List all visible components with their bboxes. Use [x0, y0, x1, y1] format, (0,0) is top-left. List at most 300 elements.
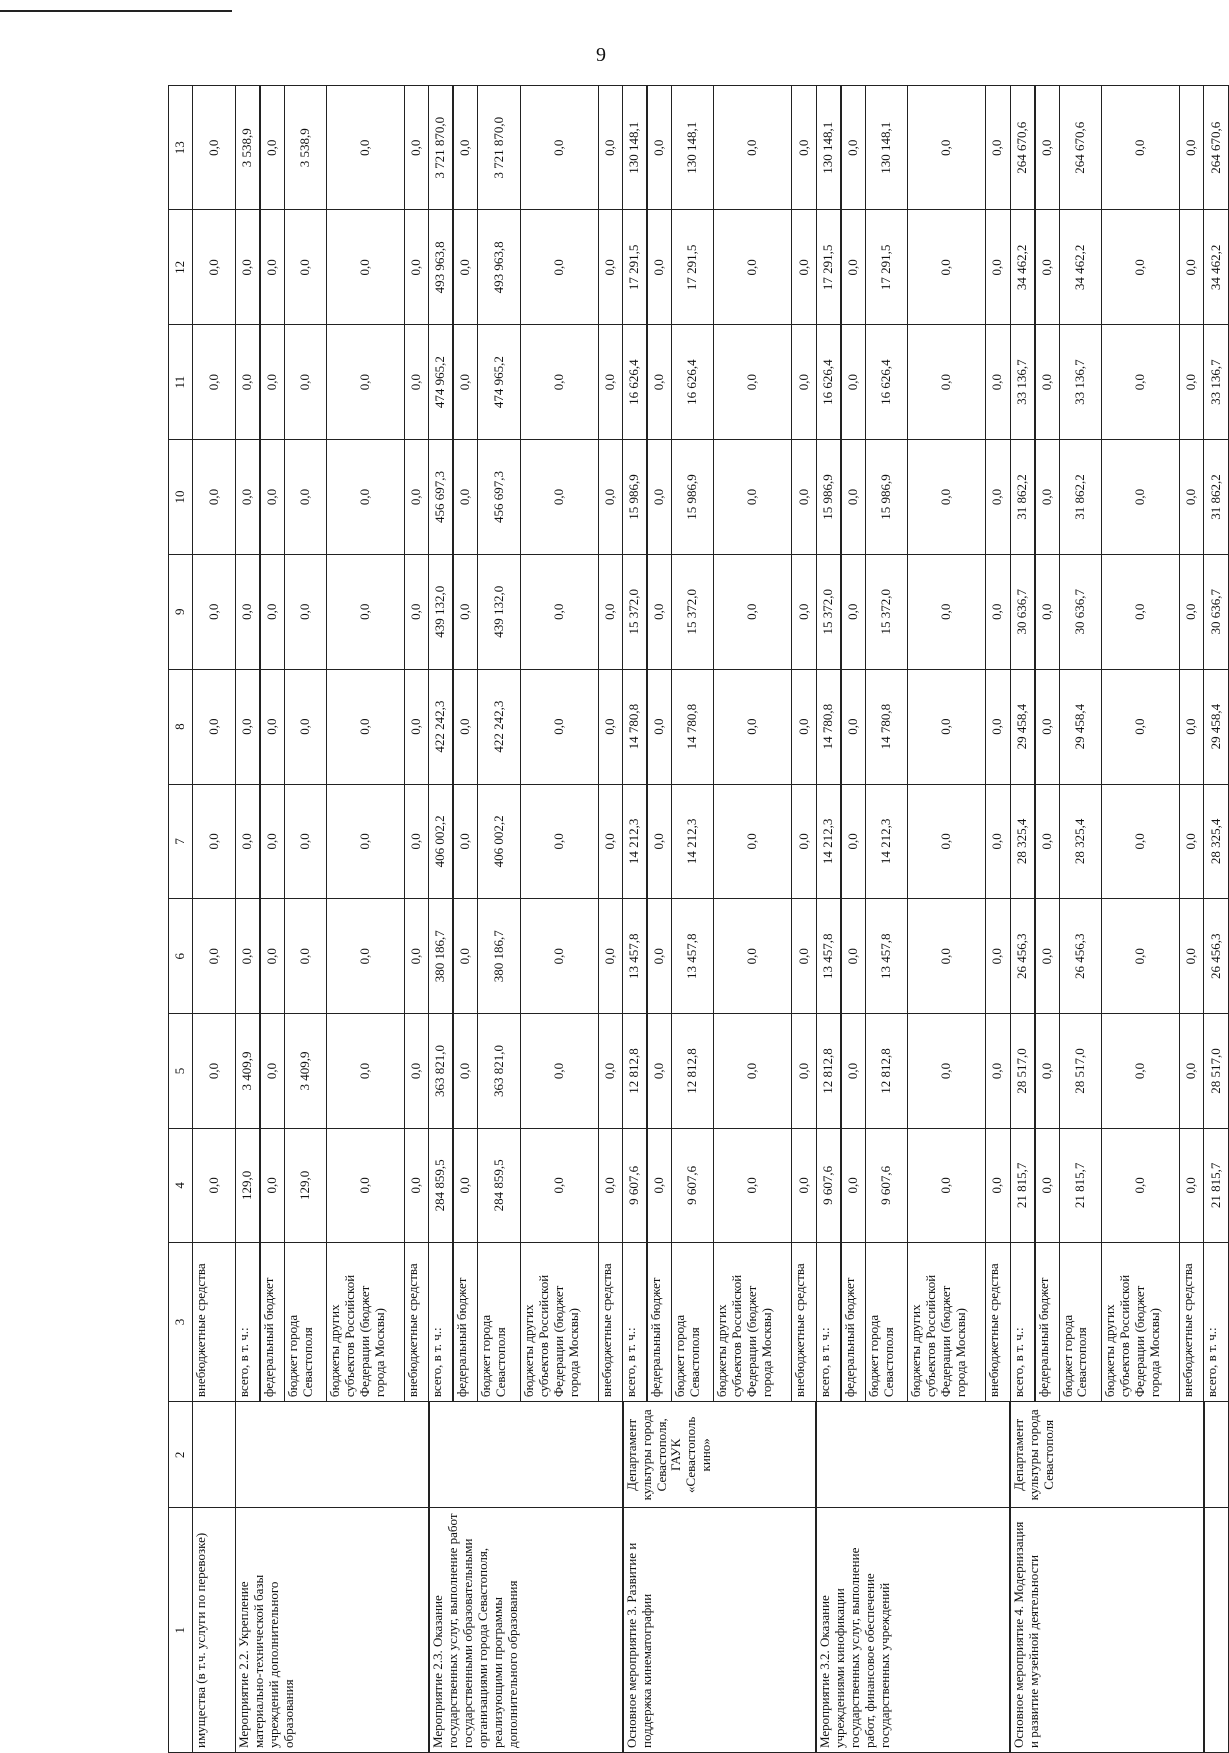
value-cell: 0,0: [792, 325, 816, 440]
value-cell: 129,0: [284, 1128, 326, 1242]
source-cell: федеральный бюджет: [260, 1242, 284, 1401]
value-cell: 29 458,4: [1059, 669, 1101, 784]
value-cell: 0,0: [453, 669, 477, 784]
value-cell: 0,0: [453, 86, 477, 210]
value-cell: 28 325,4: [1059, 784, 1101, 899]
value-cell: 0,0: [1101, 554, 1179, 669]
source-cell: бюджет города Севастополя: [1059, 1242, 1101, 1401]
value-cell: 0,0: [193, 1014, 235, 1129]
value-cell: 0,0: [453, 1128, 477, 1242]
value-cell: 284 859,5: [478, 1128, 520, 1242]
value-cell: 0,0: [520, 784, 598, 899]
value-cell: 0,0: [404, 899, 428, 1014]
page-number: 9: [596, 44, 606, 66]
table-row: [235, 86, 259, 1753]
value-cell: 16 626,4: [672, 325, 714, 440]
value-cell: 30 636,7: [1059, 554, 1101, 669]
value-cell: 0,0: [404, 1014, 428, 1129]
value-cell: 380 186,7: [478, 899, 520, 1014]
value-cell: 0,0: [453, 784, 477, 899]
value-cell: 363 821,0: [429, 1014, 453, 1129]
table-row: [193, 86, 235, 1753]
value-cell: 3 538,9: [284, 86, 326, 210]
executor-cell: Департамент культуры города Севастополя, ГАУК «Севастополь кино»: [623, 1402, 817, 1508]
source-cell: всего, в т. ч.:: [816, 1242, 840, 1401]
value-cell: 31 862,2: [1059, 440, 1101, 555]
value-cell: 0,0: [1101, 669, 1179, 784]
value-cell: 17 291,5: [816, 210, 840, 325]
value-cell: 0,0: [908, 1014, 986, 1129]
value-cell: 0,0: [1179, 899, 1203, 1014]
value-cell: 0,0: [520, 1014, 598, 1129]
value-cell: 0,0: [908, 1128, 986, 1242]
value-cell: 26 456,3: [1059, 899, 1101, 1014]
column-header: 1: [169, 1508, 193, 1753]
table-row: [429, 86, 453, 1753]
source-cell: бюджеты других субъектов Российской Федерации (бюджет города Москвы): [1101, 1242, 1179, 1401]
value-cell: 12 812,8: [623, 1014, 647, 1129]
value-cell: 29 458,4: [1204, 669, 1229, 784]
value-cell: 264 670,6: [1204, 86, 1229, 210]
value-cell: 16 626,4: [816, 325, 840, 440]
value-cell: 0,0: [986, 325, 1010, 440]
value-cell: 0,0: [520, 669, 598, 784]
value-cell: 0,0: [193, 325, 235, 440]
source-cell: федеральный бюджет: [1035, 1242, 1059, 1401]
value-cell: 9 607,6: [816, 1128, 840, 1242]
value-cell: 29 458,4: [1010, 669, 1034, 784]
column-header: 8: [169, 669, 193, 784]
value-cell: 9 607,6: [623, 1128, 647, 1242]
value-cell: 0,0: [908, 325, 986, 440]
value-cell: 0,0: [647, 325, 671, 440]
value-cell: 14 780,8: [672, 669, 714, 784]
value-cell: 12 812,8: [672, 1014, 714, 1129]
value-cell: 30 636,7: [1204, 554, 1229, 669]
executor-cell: Департамент культуры города Севастополя: [1010, 1402, 1204, 1508]
value-cell: 0,0: [235, 784, 259, 899]
value-cell: 0,0: [908, 554, 986, 669]
value-cell: 0,0: [327, 899, 405, 1014]
value-cell: 14 212,3: [623, 784, 647, 899]
value-cell: 0,0: [714, 784, 792, 899]
value-cell: 0,0: [404, 325, 428, 440]
value-cell: 3 721 870,0: [429, 86, 453, 210]
value-cell: 16 626,4: [623, 325, 647, 440]
column-header: 5: [169, 1014, 193, 1129]
value-cell: 0,0: [453, 325, 477, 440]
value-cell: 0,0: [1101, 86, 1179, 210]
value-cell: 0,0: [193, 554, 235, 669]
value-cell: 0,0: [284, 784, 326, 899]
value-cell: 0,0: [520, 1128, 598, 1242]
value-cell: 0,0: [841, 86, 865, 210]
value-cell: 0,0: [1179, 440, 1203, 555]
source-cell: бюджет города Севастополя: [478, 1242, 520, 1401]
value-cell: 0,0: [841, 440, 865, 555]
value-cell: 0,0: [453, 210, 477, 325]
value-cell: 0,0: [327, 784, 405, 899]
value-cell: 0,0: [193, 899, 235, 1014]
value-cell: 0,0: [841, 325, 865, 440]
value-cell: 33 136,7: [1010, 325, 1034, 440]
source-cell: бюджеты других субъектов Российской Федерации (бюджет города Москвы): [520, 1242, 598, 1401]
value-cell: 0,0: [1035, 784, 1059, 899]
column-header: 11: [169, 325, 193, 440]
source-cell: внебюджетные средства: [1179, 1242, 1203, 1401]
value-cell: 12 812,8: [865, 1014, 907, 1129]
value-cell: 0,0: [260, 1014, 284, 1129]
event-cell: Мероприятие 2.2. Укрепление материально-технической базы учреждений дополнительного образования: [235, 1508, 429, 1753]
value-cell: 0,0: [260, 899, 284, 1014]
value-cell: 0,0: [714, 86, 792, 210]
value-cell: 0,0: [453, 554, 477, 669]
value-cell: 12 812,8: [816, 1014, 840, 1129]
executor-cell: [193, 1402, 235, 1508]
value-cell: 0,0: [841, 899, 865, 1014]
value-cell: 0,0: [792, 1128, 816, 1242]
source-cell: внебюджетные средства: [986, 1242, 1010, 1401]
value-cell: 0,0: [235, 669, 259, 784]
value-cell: 0,0: [260, 210, 284, 325]
table-row: [816, 86, 840, 1753]
value-cell: 0,0: [1179, 86, 1203, 210]
value-cell: 15 372,0: [623, 554, 647, 669]
value-cell: 17 291,5: [623, 210, 647, 325]
value-cell: 0,0: [284, 554, 326, 669]
value-cell: 0,0: [908, 784, 986, 899]
value-cell: 0,0: [986, 554, 1010, 669]
column-header: 6: [169, 899, 193, 1014]
value-cell: 3 538,9: [235, 86, 259, 210]
value-cell: 0,0: [193, 210, 235, 325]
source-cell: внебюджетные средства: [404, 1242, 428, 1401]
value-cell: 26 456,3: [1010, 899, 1034, 1014]
executor-cell: [1204, 1402, 1229, 1508]
value-cell: 13 457,8: [672, 899, 714, 1014]
value-cell: 0,0: [1179, 325, 1203, 440]
column-header: 4: [169, 1128, 193, 1242]
value-cell: 0,0: [520, 554, 598, 669]
value-cell: 130 148,1: [865, 86, 907, 210]
value-cell: 28 517,0: [1059, 1014, 1101, 1129]
value-cell: 15 986,9: [816, 440, 840, 555]
value-cell: 0,0: [520, 210, 598, 325]
value-cell: 0,0: [1035, 86, 1059, 210]
value-cell: 0,0: [986, 1014, 1010, 1129]
value-cell: 0,0: [327, 1128, 405, 1242]
event-cell: [1204, 1508, 1229, 1753]
value-cell: 0,0: [520, 899, 598, 1014]
value-cell: 0,0: [986, 784, 1010, 899]
event-cell: Мероприятие 3.2. Оказание учреждениями кинофикации государственных услуг, выполнение работ, финансовое обеспечение государственных учреждений: [816, 1508, 1010, 1753]
value-cell: 28 517,0: [1010, 1014, 1034, 1129]
value-cell: 30 636,7: [1010, 554, 1034, 669]
executor-cell: [429, 1402, 623, 1508]
value-cell: 0,0: [235, 899, 259, 1014]
value-cell: 0,0: [327, 554, 405, 669]
table-row: [1010, 86, 1034, 1753]
source-cell: всего, в т. ч.:: [1010, 1242, 1034, 1401]
value-cell: 0,0: [792, 440, 816, 555]
value-cell: 0,0: [1101, 784, 1179, 899]
value-cell: 0,0: [792, 1014, 816, 1129]
source-cell: внебюджетные средства: [598, 1242, 622, 1401]
value-cell: 0,0: [647, 784, 671, 899]
value-cell: 0,0: [327, 669, 405, 784]
value-cell: 0,0: [453, 440, 477, 555]
value-cell: 0,0: [404, 669, 428, 784]
value-cell: 0,0: [986, 440, 1010, 555]
value-cell: 0,0: [841, 554, 865, 669]
value-cell: 406 002,2: [478, 784, 520, 899]
value-cell: 0,0: [714, 440, 792, 555]
value-cell: 33 136,7: [1059, 325, 1101, 440]
value-cell: 0,0: [986, 669, 1010, 784]
value-cell: 14 212,3: [672, 784, 714, 899]
value-cell: 0,0: [986, 210, 1010, 325]
value-cell: 0,0: [841, 1128, 865, 1242]
value-cell: 17 291,5: [865, 210, 907, 325]
value-cell: 0,0: [327, 440, 405, 555]
value-cell: 0,0: [1101, 899, 1179, 1014]
source-cell: бюджеты других субъектов Российской Федерации (бюджет города Москвы): [714, 1242, 792, 1401]
value-cell: 0,0: [714, 210, 792, 325]
value-cell: 21 815,7: [1204, 1128, 1229, 1242]
value-cell: 0,0: [792, 669, 816, 784]
value-cell: 0,0: [714, 669, 792, 784]
value-cell: 0,0: [647, 1128, 671, 1242]
value-cell: 0,0: [404, 1128, 428, 1242]
value-cell: 0,0: [598, 210, 622, 325]
value-cell: 0,0: [598, 325, 622, 440]
value-cell: 17 291,5: [672, 210, 714, 325]
value-cell: 33 136,7: [1204, 325, 1229, 440]
value-cell: 0,0: [1035, 325, 1059, 440]
value-cell: 0,0: [986, 86, 1010, 210]
rotated-table-container: [168, 85, 1229, 1753]
value-cell: 0,0: [327, 210, 405, 325]
value-cell: 0,0: [284, 669, 326, 784]
value-cell: 0,0: [404, 554, 428, 669]
column-header: 13: [169, 86, 193, 210]
value-cell: 0,0: [193, 784, 235, 899]
value-cell: 363 821,0: [478, 1014, 520, 1129]
value-cell: 0,0: [647, 440, 671, 555]
value-cell: 34 462,2: [1010, 210, 1034, 325]
value-cell: 0,0: [598, 784, 622, 899]
value-cell: 0,0: [327, 86, 405, 210]
column-header: 9: [169, 554, 193, 669]
value-cell: 34 462,2: [1059, 210, 1101, 325]
value-cell: 0,0: [404, 440, 428, 555]
value-cell: 0,0: [792, 899, 816, 1014]
header-rule: [0, 10, 232, 12]
value-cell: 15 372,0: [816, 554, 840, 669]
value-cell: 0,0: [520, 325, 598, 440]
value-cell: 0,0: [598, 554, 622, 669]
value-cell: 0,0: [647, 210, 671, 325]
event-cell: Основное мероприятие 4. Модернизация и развитие музейной деятельности: [1010, 1508, 1204, 1753]
value-cell: 0,0: [1101, 210, 1179, 325]
source-cell: федеральный бюджет: [841, 1242, 865, 1401]
value-cell: 0,0: [598, 86, 622, 210]
value-cell: 21 815,7: [1059, 1128, 1101, 1242]
source-cell: федеральный бюджет: [453, 1242, 477, 1401]
value-cell: 0,0: [1101, 440, 1179, 555]
value-cell: 0,0: [792, 554, 816, 669]
source-cell: внебюджетные средства: [792, 1242, 816, 1401]
value-cell: 0,0: [260, 325, 284, 440]
value-cell: 0,0: [453, 1014, 477, 1129]
value-cell: 0,0: [792, 784, 816, 899]
source-cell: всего, в т. ч.:: [235, 1242, 259, 1401]
value-cell: 0,0: [908, 210, 986, 325]
value-cell: 31 862,2: [1010, 440, 1034, 555]
value-cell: 0,0: [284, 440, 326, 555]
value-cell: 0,0: [598, 669, 622, 784]
value-cell: 28 517,0: [1204, 1014, 1229, 1129]
value-cell: 28 325,4: [1204, 784, 1229, 899]
value-cell: 0,0: [647, 1014, 671, 1129]
value-cell: 31 862,2: [1204, 440, 1229, 555]
value-cell: 0,0: [327, 1014, 405, 1129]
value-cell: 9 607,6: [865, 1128, 907, 1242]
value-cell: 0,0: [520, 86, 598, 210]
value-cell: 0,0: [260, 554, 284, 669]
value-cell: 130 148,1: [816, 86, 840, 210]
value-cell: 0,0: [235, 210, 259, 325]
value-cell: 16 626,4: [865, 325, 907, 440]
value-cell: 0,0: [1035, 210, 1059, 325]
value-cell: 0,0: [284, 210, 326, 325]
value-cell: 3 721 870,0: [478, 86, 520, 210]
value-cell: 0,0: [1101, 325, 1179, 440]
value-cell: 0,0: [714, 899, 792, 1014]
table-row: [623, 86, 647, 1753]
value-cell: 0,0: [193, 86, 235, 210]
value-cell: 0,0: [908, 669, 986, 784]
value-cell: 0,0: [1179, 669, 1203, 784]
value-cell: 9 607,6: [672, 1128, 714, 1242]
value-cell: 0,0: [1179, 784, 1203, 899]
value-cell: 0,0: [1179, 210, 1203, 325]
value-cell: 0,0: [193, 1128, 235, 1242]
value-cell: 0,0: [1035, 554, 1059, 669]
value-cell: 456 697,3: [429, 440, 453, 555]
value-cell: 0,0: [792, 210, 816, 325]
event-cell: имущества (в т.ч. услуги по перевозке): [193, 1508, 235, 1753]
value-cell: 14 780,8: [623, 669, 647, 784]
value-cell: 0,0: [404, 210, 428, 325]
value-cell: 0,0: [986, 899, 1010, 1014]
value-cell: 0,0: [404, 784, 428, 899]
value-cell: 0,0: [647, 899, 671, 1014]
value-cell: 0,0: [908, 440, 986, 555]
value-cell: 0,0: [1035, 1128, 1059, 1242]
value-cell: 0,0: [260, 669, 284, 784]
value-cell: 0,0: [193, 669, 235, 784]
value-cell: 14 780,8: [816, 669, 840, 784]
value-cell: 0,0: [647, 86, 671, 210]
value-cell: 422 242,3: [429, 669, 453, 784]
value-cell: 264 670,6: [1059, 86, 1101, 210]
funding-table: [168, 85, 1229, 1753]
value-cell: 0,0: [647, 554, 671, 669]
value-cell: 0,0: [260, 1128, 284, 1242]
source-cell: бюджет города Севастополя: [284, 1242, 326, 1401]
value-cell: 26 456,3: [1204, 899, 1229, 1014]
value-cell: 0,0: [260, 440, 284, 555]
value-cell: 0,0: [520, 440, 598, 555]
event-cell: Мероприятие 2.3. Оказание государственных услуг, выполнение работ государственными образовательными организациями города Севастополя, реализующими программы дополнительного образования: [429, 1508, 623, 1753]
value-cell: 14 212,3: [865, 784, 907, 899]
source-cell: бюджет города Севастополя: [672, 1242, 714, 1401]
executor-cell: [235, 1402, 429, 1508]
value-cell: 284 859,5: [429, 1128, 453, 1242]
value-cell: 0,0: [235, 440, 259, 555]
value-cell: 0,0: [841, 784, 865, 899]
header-row: [169, 86, 193, 1753]
value-cell: 0,0: [1101, 1128, 1179, 1242]
value-cell: 0,0: [235, 554, 259, 669]
value-cell: 15 986,9: [865, 440, 907, 555]
value-cell: 0,0: [260, 784, 284, 899]
value-cell: 406 002,2: [429, 784, 453, 899]
value-cell: 380 186,7: [429, 899, 453, 1014]
value-cell: 130 148,1: [672, 86, 714, 210]
table-row: [1204, 86, 1229, 1753]
value-cell: 0,0: [598, 899, 622, 1014]
value-cell: 0,0: [327, 325, 405, 440]
value-cell: 0,0: [260, 86, 284, 210]
column-header: 3: [169, 1242, 193, 1401]
value-cell: 0,0: [193, 440, 235, 555]
column-header: 2: [169, 1402, 193, 1508]
value-cell: 13 457,8: [865, 899, 907, 1014]
value-cell: 15 986,9: [623, 440, 647, 555]
value-cell: 0,0: [714, 1014, 792, 1129]
value-cell: 0,0: [235, 325, 259, 440]
source-cell: всего, в т. ч.:: [1204, 1242, 1229, 1401]
value-cell: 0,0: [1179, 554, 1203, 669]
value-cell: 439 132,0: [429, 554, 453, 669]
value-cell: 0,0: [908, 899, 986, 1014]
value-cell: 0,0: [908, 86, 986, 210]
value-cell: 0,0: [404, 86, 428, 210]
value-cell: 264 670,6: [1010, 86, 1034, 210]
table-body: [169, 86, 1229, 1753]
source-cell: федеральный бюджет: [647, 1242, 671, 1401]
source-cell: бюджеты других субъектов Российской Федерации (бюджет города Москвы): [908, 1242, 986, 1401]
source-cell: всего, в т. ч.:: [623, 1242, 647, 1401]
value-cell: 15 372,0: [672, 554, 714, 669]
value-cell: 28 325,4: [1010, 784, 1034, 899]
value-cell: 0,0: [714, 1128, 792, 1242]
value-cell: 474 965,2: [429, 325, 453, 440]
value-cell: 0,0: [1035, 899, 1059, 1014]
value-cell: 3 409,9: [284, 1014, 326, 1129]
value-cell: 14 212,3: [816, 784, 840, 899]
value-cell: 0,0: [714, 554, 792, 669]
value-cell: 0,0: [598, 1128, 622, 1242]
value-cell: 0,0: [841, 1014, 865, 1129]
source-cell: бюджеты других субъектов Российской Федерации (бюджет города Москвы): [327, 1242, 405, 1401]
value-cell: 0,0: [1035, 440, 1059, 555]
value-cell: 456 697,3: [478, 440, 520, 555]
event-cell: Основное мероприятие 3. Развитие и поддержка кинематографии: [623, 1508, 817, 1753]
value-cell: 0,0: [792, 86, 816, 210]
